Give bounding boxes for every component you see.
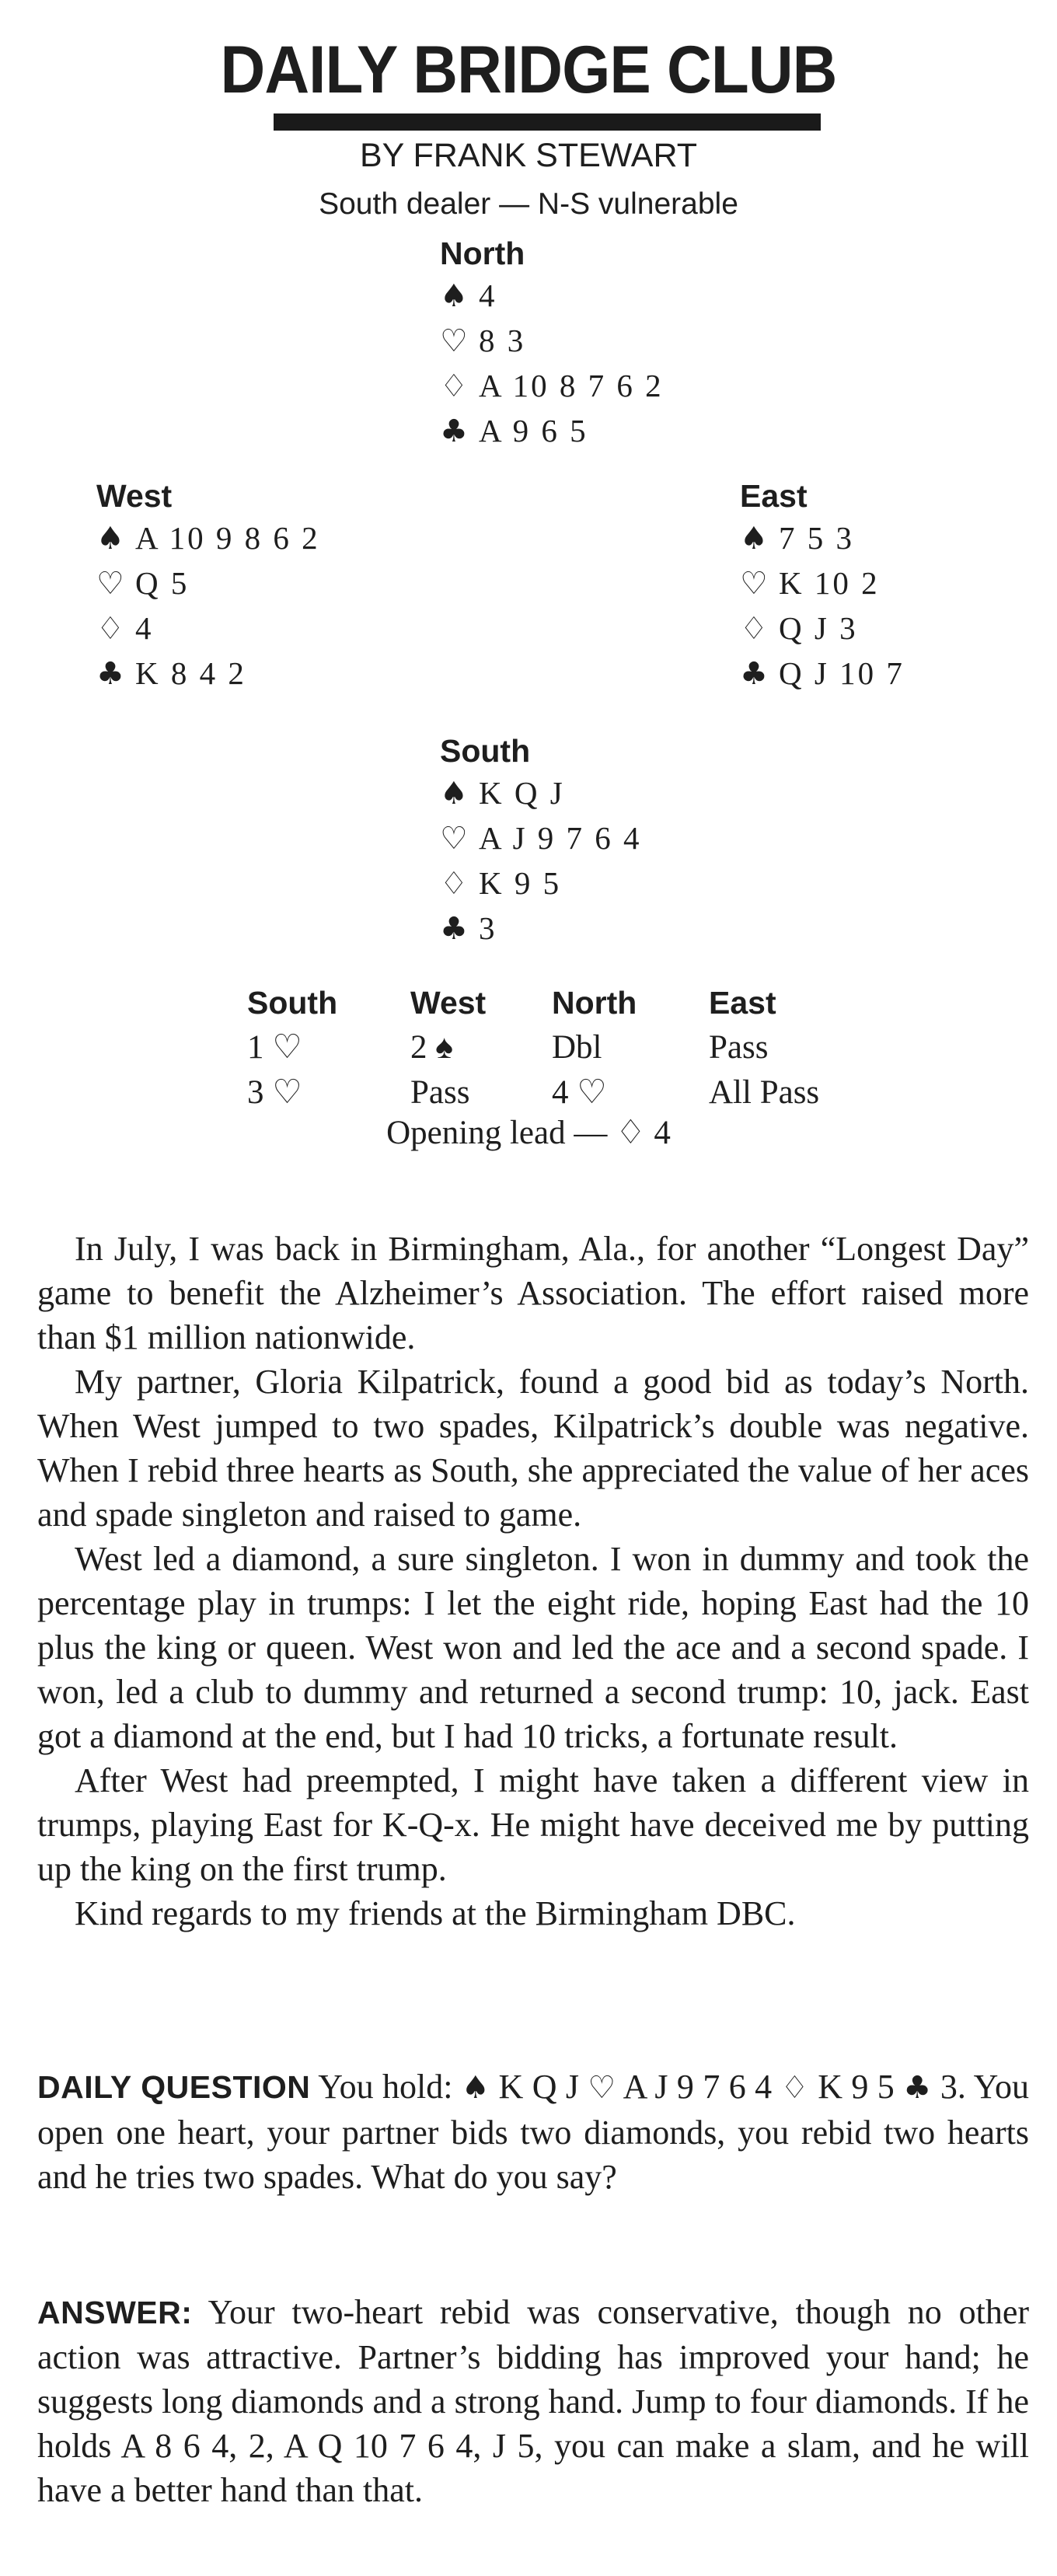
heart-icon: ♡ (440, 323, 470, 359)
north-clubs: ♣ A 9 6 5 (440, 409, 664, 454)
south-spades: ♠ K Q J (440, 771, 642, 816)
west-spades: ♠ A 10 9 8 6 2 (96, 516, 320, 561)
south-hand (440, 731, 642, 951)
auction-header-row (247, 981, 947, 1026)
club-icon: ♣ (440, 414, 470, 449)
article-paragraph: West led a diamond, a sure singleton. I won in dummy and took the percentage play in trumps: I let the eight ride, hoping East had the 10 plus the king or queen. West won and led the ace and a second spade. I won, led a club to dummy and returned a second trump: 10, jack. East got a diamond at the end, but I had 10 tricks, a fortunate result. (37, 1540, 1029, 1755)
answer (37, 2290, 1029, 2512)
west-hand (96, 476, 320, 696)
club-icon: ♣ (740, 656, 770, 692)
east-spades: ♠ 7 5 3 (740, 516, 905, 561)
article-paragraph: My partner, Gloria Kilpatrick, found a good bid as today’s North. When West jumped to two spades, Kilpatrick’s double was negative. When I rebid three hearts as South, she appreciated the value of her aces and spade singleton and raised to game. (37, 1363, 1029, 1534)
auction-row (247, 1071, 947, 1116)
auction-bid: 1 ♡ (247, 1029, 302, 1066)
auction-bid: Pass (410, 1074, 470, 1111)
north-label: North (440, 236, 525, 271)
club-icon: ♣ (903, 2070, 932, 2106)
south-hearts: ♡ A J 9 7 6 4 (440, 816, 642, 861)
west-label: West (96, 478, 173, 514)
dealer-line: South dealer — N-S vulnerable (319, 187, 738, 221)
auction-bid: 3 ♡ (247, 1074, 302, 1111)
auction-header-west: West (410, 985, 487, 1021)
article-paragraph: In July, I was back in Birmingham, Ala., for another “Longest Day” game to benefit the Alzheimer’s Association. The effort raised more than $1 million nationwide. (37, 1230, 1029, 1356)
auction-table (247, 981, 947, 1116)
heart-icon: ♡ (588, 2070, 616, 2106)
article-body (37, 1227, 1029, 1935)
spade-icon: ♠ (440, 776, 470, 812)
heart-icon: ♡ (440, 821, 470, 857)
opening-lead: Opening lead — ♢ 4 (386, 1115, 671, 1151)
west-diamonds: ♢ 4 (96, 606, 320, 651)
east-diamonds: ♢ Q J 3 (740, 606, 905, 651)
east-hearts: ♡ K 10 2 (740, 561, 905, 606)
daily-question: DAILY QUESTION You hold: ♠ K Q J ♡ A J 9 7 6 4 ♢ K 9 5 ♣ 3. You open one heart, your partner bids two diamonds, you rebid two hearts and he tries two spades. What do you say? (37, 2068, 1030, 2196)
north-hand (440, 233, 664, 454)
title-rule (274, 113, 821, 131)
answer-text: Your two-heart rebid was conservative, though no other action was attractive. Partner’s bidding has improved your hand; he suggests long diamonds and a strong hand. Jump to four diamonds. If he holds A 8 6 4, 2, A Q 10 7 6 4, J 5, you can make a slam, and he will have a better hand than that. (37, 2293, 1030, 2509)
column-title: DAILY BRIDGE CLUB (220, 33, 837, 107)
auction-header-east: East (709, 985, 776, 1021)
auction-bid: Pass (709, 1029, 769, 1066)
south-clubs: ♣ 3 (440, 906, 642, 951)
heart-icon: ♡ (96, 566, 127, 602)
south-label: South (440, 733, 531, 769)
diamond-icon: ♢ (740, 611, 770, 647)
auction-header-south: South (247, 985, 338, 1021)
auction-bid: 2 ♠ (410, 1029, 454, 1066)
answer-label: ANSWER: (37, 2295, 193, 2330)
byline: BY FRANK STEWART (359, 137, 698, 174)
auction-bid: Dbl (552, 1029, 602, 1066)
north-hearts: ♡ 8 3 (440, 319, 664, 364)
north-spades: ♠ 4 (440, 274, 664, 319)
diamond-icon: ♢ (440, 368, 470, 404)
spade-icon: ♠ (96, 521, 127, 557)
auction-bid: 4 ♡ (552, 1074, 607, 1111)
spade-icon: ♠ (740, 521, 770, 557)
spade-icon: ♠ (440, 278, 470, 314)
auction-bid: All Pass (709, 1074, 820, 1111)
club-icon: ♣ (440, 911, 470, 947)
west-hearts: ♡ Q 5 (96, 561, 320, 606)
article-paragraph: After West had preempted, I might have taken a different view in trumps, playing East for K-Q-x. He might have deceived me by putting up the king on the first trump. (37, 1761, 1029, 1888)
east-hand (740, 476, 905, 696)
diamond-icon: ♢ (96, 611, 127, 647)
spade-icon: ♠ (461, 2070, 490, 2106)
north-diamonds: ♢ A 10 8 7 6 2 (440, 364, 664, 409)
article-paragraph: Kind regards to my friends at the Birmingham DBC. (75, 1894, 796, 1932)
club-icon: ♣ (96, 656, 127, 692)
east-label: East (740, 478, 808, 514)
heart-icon: ♡ (740, 566, 770, 602)
west-clubs: ♣ K 8 4 2 (96, 651, 320, 696)
south-diamonds: ♢ K 9 5 (440, 861, 642, 906)
east-clubs: ♣ Q J 10 7 (740, 651, 905, 696)
diamond-icon: ♢ (440, 866, 470, 902)
auction-row (247, 1026, 947, 1071)
auction-header-north: North (552, 985, 637, 1021)
daily-question-label: DAILY QUESTION (37, 2069, 311, 2105)
diamond-icon: ♢ (780, 2070, 809, 2106)
